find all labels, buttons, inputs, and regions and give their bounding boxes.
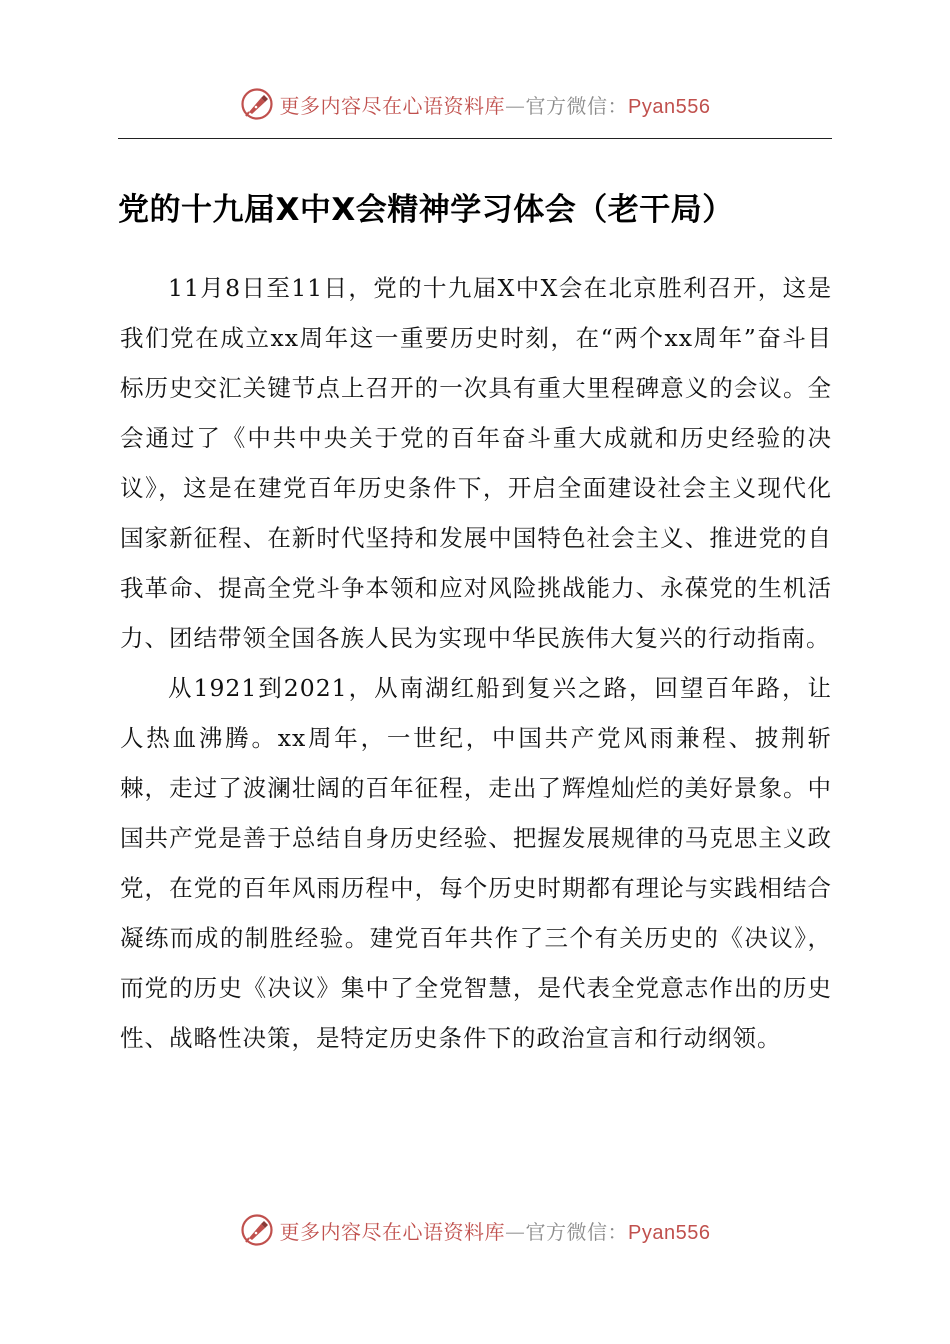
document-title: 党的十九届X中X会精神学习体会（老干局） bbox=[118, 192, 734, 228]
banner-site-text: 更多内容尽在心语资料库 bbox=[279, 1219, 506, 1244]
pen-nib-logo-icon bbox=[240, 87, 274, 121]
body-paragraph: 11月8日至11日，党的十九届X中X会在北京胜利召开，这是我们党在成立xx周年这一重要历史时刻，在“两个xx周年”奋斗目标历史交汇关键节点上召开的一次具有重大里程碑意义的会议。全会通过了《中共中央关于党的百年奋斗重大成就和历史经验的决议》，这是在建党百年历史条件下，开启全面建设社会主义现代化国家新征程、在新时代坚持和发展中国特色社会主义、推进党的自我革命、提高全党斗争本领和应对风险挑战能力、永葆党的生机活力、团结带领全国各族人民为实现中华民族伟大复兴的行动指南。 bbox=[120, 274, 832, 652]
footer-banner bbox=[0, 1210, 950, 1250]
banner-wechat-label: 官方微信： bbox=[525, 93, 629, 118]
banner-wechat-label: 官方微信： bbox=[525, 1219, 629, 1244]
banner-wechat-id: Pyan556 bbox=[628, 95, 711, 118]
header-banner bbox=[0, 84, 950, 124]
banner-dash: — bbox=[505, 1219, 526, 1244]
banner-wechat-id: Pyan556 bbox=[628, 1221, 711, 1244]
header-divider bbox=[118, 138, 832, 139]
banner-dash: — bbox=[505, 93, 526, 118]
pen-nib-logo-icon bbox=[240, 1213, 274, 1247]
banner-site-text: 更多内容尽在心语资料库 bbox=[279, 93, 506, 118]
body-paragraph: 从1921到2021，从南湖红船到复兴之路，回望百年路，让人热血沸腾。xx周年，一世纪，中国共产党风雨兼程、披荆斩棘，走过了波澜壮阔的百年征程，走出了辉煌灿烂的美好景象。中国共产党是善于总结自身历史经验、把握发展规律的马克思主义政党，在党的百年风雨历程中，每个历史时期都有理论与实践相结合凝练而成的制胜经验。建党百年共作了三个有关历史的《决议》，而党的历史《决议》集中了全党智慧，是代表全党意志作出的历史性、战略性决策，是特定历史条件下的政治宣言和行动纲领。 bbox=[120, 674, 832, 1052]
document-body bbox=[120, 263, 832, 1063]
